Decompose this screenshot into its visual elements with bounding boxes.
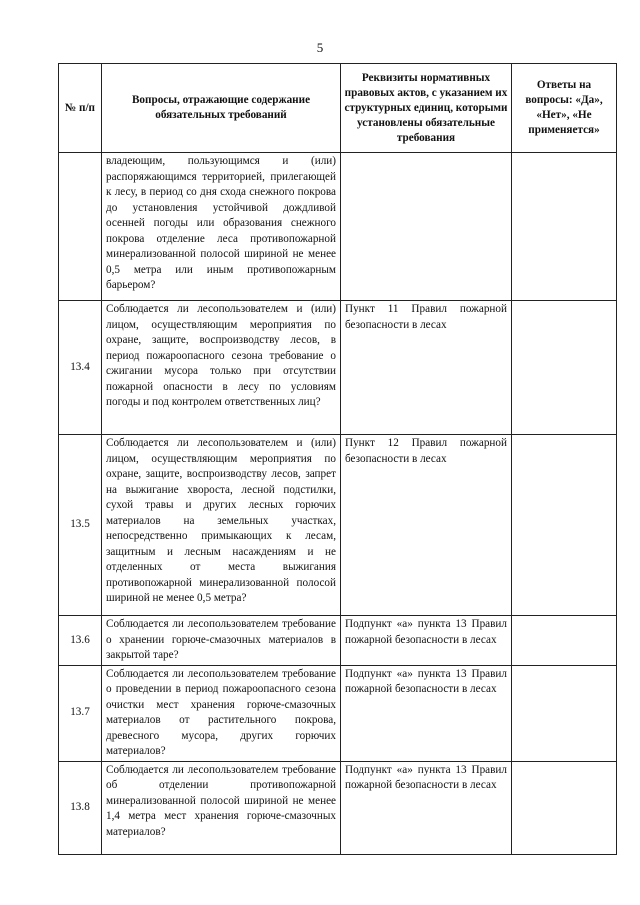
- table-row: [59, 616, 617, 666]
- table-header-row: [59, 64, 617, 153]
- row-question: Соблюдается ли лесопользователем требование об отделении противопожарной минерализованной полосой шириной не менее 1,4 метра мест хранения горюче-смазочных материалов?: [102, 761, 341, 854]
- row-num: 13.4: [59, 301, 102, 435]
- row-question: Соблюдается ли лесопользователем требование о хранении горюче-смазочных материалов в закрытой таре?: [102, 616, 341, 666]
- requirements-table: [58, 63, 617, 855]
- header-num: № п/п: [59, 64, 102, 153]
- row-question: владеющим, пользующимся и (или) распоряжающимся территорией, прилегающей к лесу, в период со дня схода снежного покрова до установления устойчивой дождливой осенней погоды или образования снежного покрова отделение леса противопожарной минерализованной полосой шириной не менее 0,5 метра или иным противопожарным барьером?: [102, 153, 341, 301]
- table-row: [59, 761, 617, 854]
- table-row: [59, 665, 617, 761]
- row-num: 13.6: [59, 616, 102, 666]
- header-question: Вопросы, отражающие содержание обязательных требований: [102, 64, 341, 153]
- row-answer[interactable]: [512, 616, 617, 666]
- row-answer[interactable]: [512, 665, 617, 761]
- row-answer[interactable]: [512, 761, 617, 854]
- row-num: [59, 153, 102, 301]
- page-number: 5: [316, 40, 324, 55]
- row-question: Соблюдается ли лесопользователем требование о проведении в период пожароопасного сезона очистки мест хранения горюче-смазочных материалов от растительного покрова, древесного мусора, других горючих материалов?: [102, 665, 341, 761]
- row-requisites: Пункт 12 Правил пожарной безопасности в лесах: [341, 435, 512, 616]
- row-requisites: Подпункт «а» пункта 13 Правил пожарной безопасности в лесах: [341, 665, 512, 761]
- table-row: [59, 301, 617, 435]
- table-row: [59, 153, 617, 301]
- row-answer[interactable]: [512, 301, 617, 435]
- header-answers: Ответы на вопросы: «Да», «Нет», «Не применяется»: [512, 64, 617, 153]
- row-question: Соблюдается ли лесопользователем и (или) лицом, осуществляющим мероприятия по охране, защите, воспроизводству лесов, запрет на выжигание хвороста, лесной подстилки, сухой травы и других лесных горючих материалов на земельных участках, непосредственно примыкающих к лесам, защитным и лесным насаждениям и не отделенных от места выжигания противопожарной минерализованной полосой шириной не менее 0,5 метра?: [102, 435, 341, 616]
- row-requisites: Подпункт «а» пункта 13 Правил пожарной безопасности в лесах: [341, 616, 512, 666]
- row-question: Соблюдается ли лесопользователем и (или) лицом, осуществляющим мероприятия по охране, защите, воспроизводству лесов, в период пожароопасного сезона требование о сжигании мусора только при отсутствии пожарной опасности в лесу по условиям погоды и под контролем ответственных лиц?: [102, 301, 341, 435]
- row-num: 13.5: [59, 435, 102, 616]
- row-requisites: Подпункт «а» пункта 13 Правил пожарной безопасности в лесах: [341, 761, 512, 854]
- row-requisites: Пункт 11 Правил пожарной безопасности в лесах: [341, 301, 512, 435]
- row-answer[interactable]: [512, 435, 617, 616]
- header-requisites: Реквизиты нормативных правовых актов, с указанием их структурных единиц, которыми установлены обязательные требования: [341, 64, 512, 153]
- row-num: 13.8: [59, 761, 102, 854]
- row-answer[interactable]: [512, 153, 617, 301]
- row-requisites: [341, 153, 512, 301]
- table-row: [59, 435, 617, 616]
- row-num: 13.7: [59, 665, 102, 761]
